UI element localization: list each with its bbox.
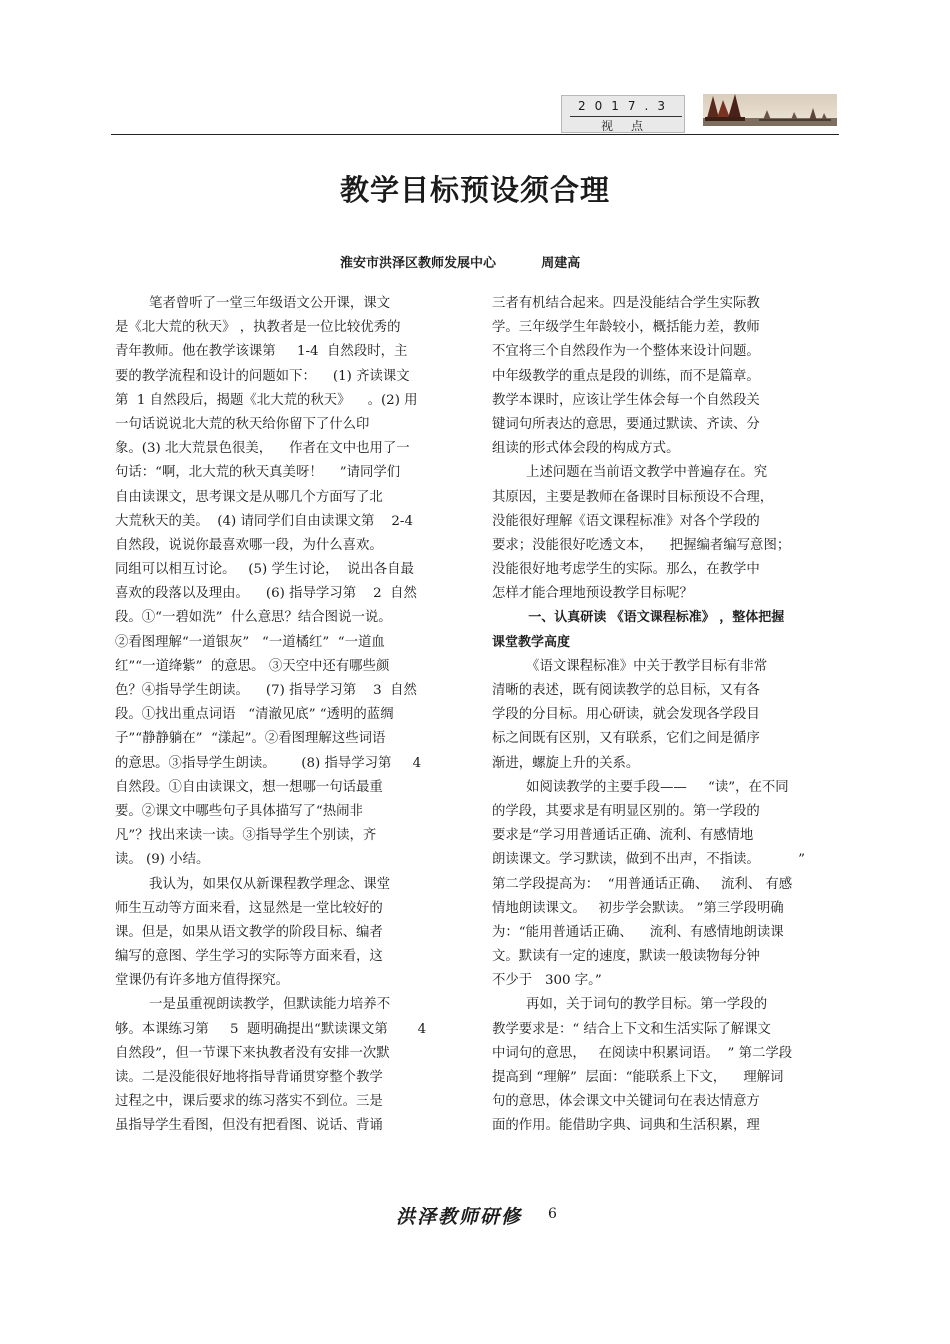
body-text-line: 编写的意图、学生学习的实际等方面来看，这 bbox=[115, 949, 383, 965]
body-text-line: 要的教学流程和设计的问题如下： (1) 齐读课文 bbox=[115, 368, 410, 384]
body-text-line: 教学要求是：“ 结合上下文和生活实际了解课文 bbox=[492, 1021, 771, 1037]
sailboats-photo-graphic bbox=[703, 94, 837, 126]
journal-name: 洪泽教师研修 bbox=[396, 1206, 523, 1228]
body-text-line: 面的作用。能借助字典、词典和生活积累，理 bbox=[492, 1118, 760, 1134]
body-text-line: 要。②课文中哪些句子具体描写了“热闹非 bbox=[115, 803, 363, 819]
body-text-line: 标之间既有区别，又有联系，它们之间是循序 bbox=[492, 731, 760, 747]
body-text-line: 师生互动等方面来看，这显然是一堂比较好的 bbox=[115, 900, 383, 916]
body-text-line: 没能很好地考虑学生的实际。那么，在教学中 bbox=[492, 562, 760, 578]
body-text-line: 没能很好理解《语文课程标准》对各个学段的 bbox=[492, 513, 760, 529]
body-text-line: 自然段。①自由读课文，想一想哪一句话最重 bbox=[115, 779, 383, 795]
header-rule bbox=[111, 134, 839, 135]
body-text-line: 再如，关于词句的教学目标。第一学段的 bbox=[492, 997, 768, 1013]
issue-date: 2017.3 bbox=[578, 99, 674, 113]
byline bbox=[340, 252, 580, 271]
body-text-line: 学段的分目标。用心研读，就会发现各学段目 bbox=[492, 707, 760, 723]
body-text-line: 的学段，其要求是有明显区别的。第一学段的 bbox=[492, 803, 760, 819]
body-text-line: 过程之中，课后要求的练习落实不到位。三是 bbox=[115, 1094, 383, 1110]
body-text-line: 读。 (9) 小结。 bbox=[115, 852, 210, 868]
body-text-line: 青年教师。他在教学该课第 1-4 自然段时，主 bbox=[115, 344, 408, 360]
body-text-line: 要求是“学习用普通话正确、流利、有感情地 bbox=[492, 828, 754, 844]
body-text-line: 同组可以相互讨论。 (5) 学生讨论， 说出各自最 bbox=[115, 562, 414, 578]
body-text-line: 段。①“一碧如洗” 什么意思？结合图说一说。 bbox=[115, 610, 392, 626]
body-text-line: 自然段”，但一节课下来执教者没有安排一次默 bbox=[115, 1045, 390, 1061]
body-column-right bbox=[492, 292, 838, 1139]
body-text-line: 不少于 300 字。” bbox=[492, 973, 602, 989]
body-text-line: 自然段，说说你最喜欢哪一段，为什么喜欢。 bbox=[115, 537, 383, 553]
body-text-line: 读。二是没能很好地将指导背诵贯穿整个教学 bbox=[115, 1070, 383, 1085]
body-text-line: 自由读课文，思考课文是从哪几个方面写了北 bbox=[115, 489, 383, 505]
body-text-line: 情地朗读课文。 初步学会默读。 ”第三学段明确 bbox=[492, 900, 784, 916]
body-text-line: 我认为，如果仅从新课程教学理念、课堂 bbox=[115, 876, 391, 892]
body-text-line: 段。①找出重点词语 “清澈见底” “透明的蓝绸 bbox=[115, 707, 394, 723]
body-text-line: 教学本课时，应该让学生体会每一个自然段关 bbox=[492, 392, 760, 408]
header-divider bbox=[570, 116, 682, 117]
body-text-line: 中词句的意思， 在阅读中积累词语。 ” 第二学段 bbox=[492, 1045, 793, 1061]
body-text-line: 为：“能用普通话正确、 流利、有感情地朗读课 bbox=[492, 924, 784, 940]
body-text-line: 句话：“啊，北大荒的秋天真美呀！ ”请同学们 bbox=[115, 465, 401, 481]
body-text-line: 组读的形式体会段的构成方式。 bbox=[492, 441, 680, 457]
sailboats-harbor-photo bbox=[703, 94, 837, 126]
body-text-line: 一是虽重视朗读教学，但默读能力培养不 bbox=[115, 997, 391, 1013]
author-affiliation: 淮安市洪泽区教师发展中心 bbox=[340, 256, 497, 271]
body-text-line: 第二学段提高为： “用普通话正确、 流利、 有感 bbox=[492, 876, 793, 892]
body-text-line: 要求；没能很好吃透文本， 把握编者编写意图； bbox=[492, 537, 791, 553]
body-text-line: 三者有机结合起来。四是没能结合学生实际教 bbox=[492, 296, 760, 311]
body-text-line: 课。但是，如果从语文教学的阶段目标、编者 bbox=[115, 924, 383, 940]
body-text-line: 象。(3) 北大荒景色很美， 作者在文中也用了一 bbox=[115, 441, 410, 457]
body-text-line: 够。本课练习第 5 题明确提出“默读课文第 4 bbox=[115, 1021, 427, 1037]
body-text-line: 不宜将三个自然段作为一个整体来设计问题。 bbox=[492, 344, 760, 360]
body-text-line: 文。默读有一定的速度，默读一般读物每分钟 bbox=[492, 949, 760, 965]
body-text-line: 堂课仍有许多地方值得探究。 bbox=[115, 973, 290, 989]
body-text-line: 提高到 “理解” 层面：“能联系上下文， 理解词 bbox=[492, 1070, 784, 1085]
column-name: 视点 bbox=[600, 119, 661, 133]
body-text-line: ②看图理解“一道银灰” “一道橘红” “一道血 bbox=[115, 634, 385, 650]
body-text-line: 键词句所表达的意思，要通过默读、齐读、分 bbox=[492, 416, 760, 432]
body-text-line: 渐进，螺旋上升的关系。 bbox=[492, 755, 640, 771]
body-text-line: 怎样才能合理地预设教学目标呢？ bbox=[492, 586, 693, 602]
body-text-line: 一、认真研读 《语文课程标准》 ，整体把握 bbox=[492, 610, 785, 626]
page-number: 6 bbox=[548, 1206, 557, 1222]
article-title: 教学目标预设须合理 bbox=[339, 173, 610, 207]
body-text-line: 朗读课文。学习默读，做到不出声，不指读。 ” bbox=[492, 852, 805, 868]
body-text-line: 课堂教学高度 bbox=[492, 634, 571, 650]
body-text-line: 其原因，主要是教师在备课时目标预设不合理， bbox=[492, 489, 774, 505]
body-text-line: 如阅读教学的主要手段—— “读”，在不同 bbox=[492, 779, 789, 795]
body-text-line: 句的意思，体会课文中关键词句在表达情意方 bbox=[492, 1094, 760, 1110]
body-text-line: 喜欢的段落以及理由。 (6) 指导学习第 2 自然 bbox=[115, 586, 417, 602]
issue-header-box bbox=[561, 95, 685, 133]
author-name: 周建高 bbox=[541, 256, 581, 271]
body-text-line: 学。三年级学生年龄较小，概括能力差，教师 bbox=[492, 320, 760, 336]
body-text-line: 清晰的表述，既有阅读教学的总目标，又有各 bbox=[492, 683, 760, 698]
body-text-line: 的意思。③指导学生朗读。 (8) 指导学习第 4 bbox=[115, 755, 422, 771]
body-text-line: 虽指导学生看图，但没有把看图、说话、背诵 bbox=[115, 1118, 383, 1134]
body-text-line: 是《北大荒的秋天》 ，执教者是一位比较优秀的 bbox=[115, 320, 401, 336]
body-text-line: 上述问题在当前语文教学中普遍存在。究 bbox=[492, 465, 768, 481]
body-text-line: 笔者曾听了一堂三年级语文公开课，课文 bbox=[115, 296, 391, 311]
body-text-line: 子”“静静躺在” “漾起”。②看图理解这些词语 bbox=[115, 731, 386, 747]
body-text-line: 色？④指导学生朗读。 (7) 指导学习第 3 自然 bbox=[115, 683, 417, 698]
body-text-line: 红”“一道绛紫” 的意思。 ③天空中还有哪些颜 bbox=[115, 658, 390, 674]
body-text-line: 第 1 自然段后，揭题《北大荒的秋天》 。(2) 用 bbox=[115, 392, 418, 408]
body-text-line: 中年级教学的重点是段的训练，而不是篇章。 bbox=[492, 368, 760, 384]
body-column-left bbox=[115, 292, 461, 1139]
body-text-line: 凡”？找出来读一读。③指导学生个别读，齐 bbox=[115, 828, 377, 844]
body-text-line: 《语文课程标准》中关于教学目标有非常 bbox=[492, 658, 768, 674]
body-text-line: 大荒秋天的美。 (4) 请同学们自由读课文第 2-4 bbox=[115, 513, 413, 529]
body-text-line: 一句话说说北大荒的秋天给你留下了什么印 bbox=[115, 416, 370, 432]
